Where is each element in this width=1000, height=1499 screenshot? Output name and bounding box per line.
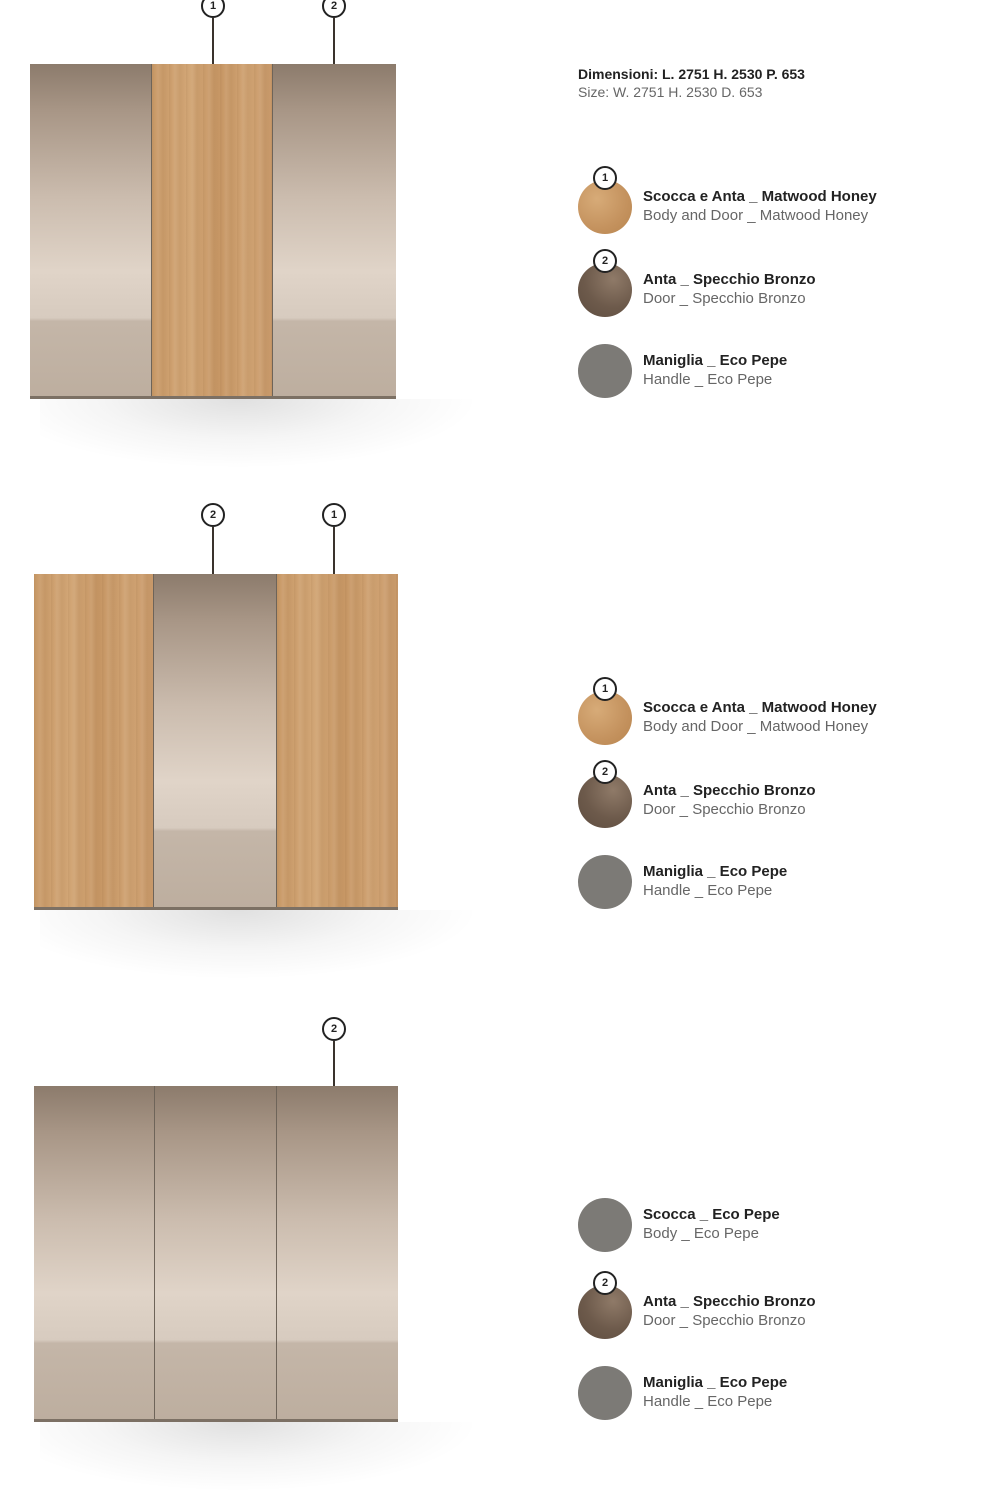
legend-label-english: Handle _ Eco Pepe bbox=[643, 882, 773, 899]
callout-number: 2 bbox=[201, 503, 225, 527]
legend-item bbox=[578, 344, 978, 400]
wood-door-panel bbox=[277, 574, 398, 908]
legend-item bbox=[578, 1366, 978, 1422]
mirror-door-panel bbox=[154, 574, 277, 908]
wardrobe-illustration bbox=[34, 1086, 398, 1420]
legend-label-english: Body and Door _ Matwood Honey bbox=[643, 207, 869, 224]
legend-badge: 2 bbox=[593, 760, 617, 784]
dimensions-english: Size: W. 2751 H. 2530 D. 653 bbox=[578, 84, 763, 100]
mirror-door-panel bbox=[273, 64, 396, 398]
legend-label-italian: Anta _ Specchio Bronzo bbox=[643, 1293, 816, 1310]
callout-number: 2 bbox=[322, 0, 346, 18]
legend-badge: 1 bbox=[593, 677, 617, 701]
dimensions-block bbox=[578, 66, 805, 100]
mirror-door-panel bbox=[277, 1086, 398, 1420]
legend-label-english: Door _ Specchio Bronzo bbox=[643, 801, 806, 818]
legend-item bbox=[578, 855, 978, 911]
legend-label-italian: Scocca e Anta _ Matwood Honey bbox=[643, 188, 877, 205]
wood-door-panel bbox=[152, 64, 273, 398]
legend-label-italian: Scocca _ Eco Pepe bbox=[643, 1206, 780, 1223]
eco-pepe-swatch-icon bbox=[578, 344, 632, 398]
legend-label-english: Body _ Eco Pepe bbox=[643, 1225, 759, 1242]
legend-item bbox=[578, 172, 978, 236]
eco-pepe-swatch-icon bbox=[578, 1366, 632, 1420]
legend-badge: 2 bbox=[593, 1271, 617, 1295]
legend-label-italian: Anta _ Specchio Bronzo bbox=[643, 271, 816, 288]
eco-pepe-swatch-icon bbox=[578, 855, 632, 909]
legend-label-english: Door _ Specchio Bronzo bbox=[643, 290, 806, 307]
wardrobe-illustration bbox=[30, 64, 396, 398]
callout-number: 1 bbox=[322, 503, 346, 527]
legend-badge: 1 bbox=[593, 166, 617, 190]
legend-item bbox=[578, 766, 978, 830]
mirror-door-panel bbox=[30, 64, 152, 398]
legend-badge: 2 bbox=[593, 249, 617, 273]
legend-label-italian: Anta _ Specchio Bronzo bbox=[643, 782, 816, 799]
mirror-door-panel bbox=[155, 1086, 277, 1420]
legend-label-italian: Maniglia _ Eco Pepe bbox=[643, 352, 788, 369]
legend-item bbox=[578, 1277, 978, 1341]
callout-number: 1 bbox=[201, 0, 225, 18]
legend-label-italian: Scocca e Anta _ Matwood Honey bbox=[643, 699, 877, 716]
wood-door-panel bbox=[34, 574, 154, 908]
legend-item bbox=[578, 1198, 978, 1254]
eco-pepe-swatch-icon bbox=[578, 1198, 632, 1252]
legend-label-italian: Maniglia _ Eco Pepe bbox=[643, 1374, 788, 1391]
legend-label-english: Door _ Specchio Bronzo bbox=[643, 1312, 806, 1329]
mirror-door-panel bbox=[34, 1086, 155, 1420]
legend-label-english: Body and Door _ Matwood Honey bbox=[643, 718, 869, 735]
dimensions-italian: Dimensioni: L. 2751 H. 2530 P. 653 bbox=[578, 66, 805, 82]
legend-label-italian: Maniglia _ Eco Pepe bbox=[643, 863, 788, 880]
legend-label-english: Handle _ Eco Pepe bbox=[643, 1393, 773, 1410]
legend-label-english: Handle _ Eco Pepe bbox=[643, 371, 773, 388]
legend-item bbox=[578, 255, 978, 319]
wardrobe-illustration bbox=[34, 574, 398, 908]
legend-item bbox=[578, 683, 978, 747]
callout-number: 2 bbox=[322, 1017, 346, 1041]
